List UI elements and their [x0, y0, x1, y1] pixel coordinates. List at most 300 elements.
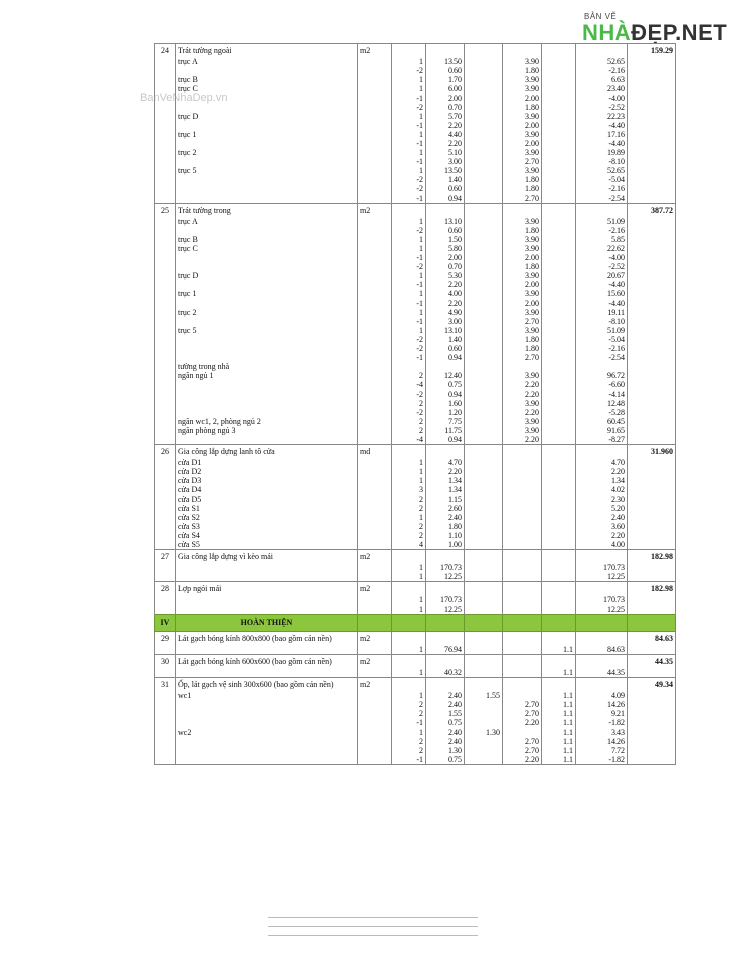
- cell-description: [176, 280, 358, 289]
- cell-total: [628, 700, 676, 709]
- cell-factor: [542, 582, 576, 596]
- cell-width: [465, 44, 503, 58]
- cell-length: 13.10: [426, 326, 465, 335]
- cell-item-no: [155, 435, 176, 445]
- cell-description: Lát gạch bóng kính 800x800 (bao gồm cán nền): [176, 631, 358, 645]
- footer-line: [268, 917, 478, 918]
- cell-length: 2.40: [426, 700, 465, 709]
- cell-quantity: -4.00: [576, 253, 628, 262]
- cell-item-no: [155, 194, 176, 204]
- cell-quantity: 19.11: [576, 308, 628, 317]
- cell-width: [465, 458, 503, 467]
- cell-count: 1: [392, 572, 426, 582]
- cell-quantity: 52.65: [576, 57, 628, 66]
- cell-count: 1: [392, 235, 426, 244]
- footer-lines: [268, 917, 478, 944]
- detail-row: [155, 668, 676, 678]
- cell-length: 6.00: [426, 84, 465, 93]
- cell-length: 4.40: [426, 130, 465, 139]
- cell-width: [465, 495, 503, 504]
- cell-unit: [358, 157, 392, 166]
- cell-count: 1: [392, 727, 426, 736]
- cell-length: 2.00: [426, 253, 465, 262]
- cell-width: [465, 445, 503, 459]
- cell-quantity: 170.73: [576, 595, 628, 604]
- cell-description: trục D: [176, 112, 358, 121]
- cell-description: [176, 408, 358, 417]
- cell-count: 2: [392, 700, 426, 709]
- cell-total: [628, 595, 676, 604]
- cell-quantity: [576, 550, 628, 564]
- cell-width: [465, 217, 503, 226]
- cell-quantity: 19.89: [576, 148, 628, 157]
- cell-item-no: [155, 353, 176, 362]
- cell-item-no: [155, 408, 176, 417]
- cell-unit: [358, 112, 392, 121]
- cell-unit: [358, 668, 392, 678]
- cell-width: [465, 631, 503, 645]
- cell-total: [628, 226, 676, 235]
- cell-height: 1.80: [503, 66, 542, 75]
- cell-count: -2: [392, 408, 426, 417]
- cell-count: -1: [392, 253, 426, 262]
- logo-brand-left: NHÀ: [582, 20, 632, 45]
- cell-total: [628, 344, 676, 353]
- cell-length: [426, 678, 465, 692]
- cell-description: [176, 194, 358, 204]
- cell-description: trục 1: [176, 130, 358, 139]
- cell-quantity: [576, 678, 628, 692]
- cell-width: [465, 645, 503, 655]
- cell-total: 159.29: [628, 44, 676, 58]
- cell-factor: [542, 435, 576, 445]
- cell-width: [465, 755, 503, 765]
- cell-count: 1: [392, 75, 426, 84]
- section-cell: [392, 614, 426, 631]
- detail-row: [155, 353, 676, 362]
- cell-total: [628, 458, 676, 467]
- cell-factor: 1.1: [542, 645, 576, 655]
- cell-width: [465, 112, 503, 121]
- cell-count: [392, 678, 426, 692]
- cell-quantity: 4.00: [576, 540, 628, 550]
- cell-count: -1: [392, 299, 426, 308]
- cell-quantity: 22.62: [576, 244, 628, 253]
- cell-factor: [542, 157, 576, 166]
- section-cell: [358, 614, 392, 631]
- cell-quantity: 4.02: [576, 485, 628, 494]
- cell-total: [628, 93, 676, 102]
- cell-count: -2: [392, 389, 426, 398]
- cell-item-no: 30: [155, 654, 176, 668]
- cell-total: 84.63: [628, 631, 676, 645]
- cell-length: 2.40: [426, 727, 465, 736]
- cell-height: 3.90: [503, 217, 542, 226]
- cell-quantity: [576, 654, 628, 668]
- cell-description: [176, 175, 358, 184]
- cell-unit: m2: [358, 44, 392, 58]
- cell-length: 5.70: [426, 112, 465, 121]
- detail-row: [155, 513, 676, 522]
- cell-description: wc2: [176, 727, 358, 736]
- cell-unit: m2: [358, 678, 392, 692]
- cell-unit: m2: [358, 550, 392, 564]
- cell-description: Ốp, lát gạch vệ sinh 300x600 (bao gồm cán nền): [176, 678, 358, 692]
- cell-width: [465, 130, 503, 139]
- cell-item-no: [155, 495, 176, 504]
- cell-unit: [358, 166, 392, 175]
- cell-description: [176, 563, 358, 572]
- detail-row: [155, 605, 676, 615]
- item-row: [155, 203, 676, 217]
- cell-height: 3.90: [503, 271, 542, 280]
- cell-total: [628, 317, 676, 326]
- detail-row: [155, 166, 676, 175]
- cell-total: [628, 262, 676, 271]
- cell-description: trục D: [176, 271, 358, 280]
- cell-unit: [358, 408, 392, 417]
- cell-count: 1: [392, 645, 426, 655]
- cell-description: [176, 226, 358, 235]
- detail-row: [155, 380, 676, 389]
- cell-length: 1.55: [426, 709, 465, 718]
- cell-total: [628, 408, 676, 417]
- cell-total: 44.35: [628, 654, 676, 668]
- detail-row: [155, 691, 676, 700]
- cell-item-no: 26: [155, 445, 176, 459]
- cell-length: [426, 362, 465, 371]
- cell-length: 0.60: [426, 226, 465, 235]
- cell-height: [503, 44, 542, 58]
- cell-factor: 1.1: [542, 727, 576, 736]
- cell-factor: [542, 467, 576, 476]
- cell-unit: [358, 121, 392, 130]
- cell-quantity: 15.60: [576, 289, 628, 298]
- cell-description: Lát gạch bóng kính 600x600 (bao gồm cán nền): [176, 654, 358, 668]
- cell-factor: [542, 44, 576, 58]
- detail-row: [155, 299, 676, 308]
- cell-unit: [358, 605, 392, 615]
- detail-row: [155, 226, 676, 235]
- cell-description: [176, 121, 358, 130]
- cell-quantity: 2.30: [576, 495, 628, 504]
- cell-count: 2: [392, 371, 426, 380]
- cell-unit: [358, 380, 392, 389]
- cell-item-no: [155, 458, 176, 467]
- cell-item-no: [155, 262, 176, 271]
- cell-height: 2.00: [503, 253, 542, 262]
- cell-width: [465, 417, 503, 426]
- cell-description: [176, 595, 358, 604]
- cell-factor: [542, 289, 576, 298]
- cell-item-no: [155, 235, 176, 244]
- cell-count: [392, 445, 426, 459]
- cell-description: [176, 399, 358, 408]
- cell-description: [176, 66, 358, 75]
- cell-factor: [542, 513, 576, 522]
- detail-row: [155, 103, 676, 112]
- cell-total: [628, 495, 676, 504]
- cell-count: -1: [392, 317, 426, 326]
- cell-description: [176, 718, 358, 727]
- cell-unit: [358, 280, 392, 289]
- cell-factor: [542, 66, 576, 75]
- cell-total: [628, 157, 676, 166]
- cell-width: [465, 262, 503, 271]
- cell-unit: m2: [358, 654, 392, 668]
- cell-item-no: [155, 700, 176, 709]
- cell-total: [628, 139, 676, 148]
- cell-width: [465, 746, 503, 755]
- footer-line: [268, 935, 478, 936]
- cell-length: [426, 203, 465, 217]
- cell-item-no: [155, 308, 176, 317]
- cell-length: 0.94: [426, 435, 465, 445]
- detail-row: [155, 57, 676, 66]
- cell-total: [628, 66, 676, 75]
- cell-count: 2: [392, 709, 426, 718]
- cell-quantity: -4.40: [576, 280, 628, 289]
- cell-quantity: -4.40: [576, 121, 628, 130]
- cell-total: [628, 184, 676, 193]
- cell-unit: [358, 244, 392, 253]
- cell-length: 2.00: [426, 93, 465, 102]
- cell-width: [465, 184, 503, 193]
- cell-factor: [542, 563, 576, 572]
- detail-row: [155, 709, 676, 718]
- cell-height: [503, 654, 542, 668]
- cell-description: [176, 93, 358, 102]
- cell-total: 31.960: [628, 445, 676, 459]
- cell-unit: [358, 175, 392, 184]
- cell-width: [465, 317, 503, 326]
- cell-item-no: [155, 563, 176, 572]
- cell-height: [503, 727, 542, 736]
- cell-unit: [358, 75, 392, 84]
- cell-unit: [358, 308, 392, 317]
- cell-factor: 1.1: [542, 709, 576, 718]
- cell-description: cửa S4: [176, 531, 358, 540]
- cell-quantity: -2.16: [576, 66, 628, 75]
- cell-unit: [358, 700, 392, 709]
- cell-length: 0.75: [426, 380, 465, 389]
- cell-length: 13.50: [426, 166, 465, 175]
- cell-factor: [542, 203, 576, 217]
- cell-total: [628, 727, 676, 736]
- cell-height: [503, 605, 542, 615]
- cell-height: 2.70: [503, 700, 542, 709]
- cell-count: -4: [392, 435, 426, 445]
- detail-row: [155, 362, 676, 371]
- cell-item-no: [155, 718, 176, 727]
- cell-width: 1.30: [465, 727, 503, 736]
- cell-description: [176, 262, 358, 271]
- cell-quantity: -8.10: [576, 157, 628, 166]
- cell-count: 1: [392, 130, 426, 139]
- cell-width: [465, 308, 503, 317]
- cell-height: 2.00: [503, 299, 542, 308]
- cell-quantity: -2.52: [576, 103, 628, 112]
- cell-count: 1: [392, 476, 426, 485]
- cell-description: cửa S3: [176, 522, 358, 531]
- cell-item-no: [155, 513, 176, 522]
- cell-quantity: [576, 445, 628, 459]
- cell-count: -1: [392, 194, 426, 204]
- cell-factor: [542, 550, 576, 564]
- cell-height: [503, 467, 542, 476]
- cell-quantity: [576, 582, 628, 596]
- cell-description: trục A: [176, 217, 358, 226]
- cell-width: [465, 362, 503, 371]
- cell-width: [465, 582, 503, 596]
- cell-unit: [358, 755, 392, 765]
- cell-description: [176, 746, 358, 755]
- detail-row: [155, 476, 676, 485]
- cell-count: 1: [392, 289, 426, 298]
- cell-length: 1.15: [426, 495, 465, 504]
- cell-item-no: [155, 217, 176, 226]
- cell-quantity: -5.04: [576, 335, 628, 344]
- cell-length: [426, 44, 465, 58]
- cell-height: 3.90: [503, 308, 542, 317]
- cell-width: [465, 121, 503, 130]
- cell-length: 2.40: [426, 691, 465, 700]
- cell-description: [176, 380, 358, 389]
- detail-row: [155, 572, 676, 582]
- detail-row: [155, 727, 676, 736]
- cell-unit: m2: [358, 631, 392, 645]
- cell-total: [628, 371, 676, 380]
- cell-item-no: [155, 289, 176, 298]
- detail-row: [155, 271, 676, 280]
- cell-length: 2.60: [426, 504, 465, 513]
- cell-quantity: 6.63: [576, 75, 628, 84]
- brand-logo: [582, 12, 742, 46]
- cell-quantity: [576, 631, 628, 645]
- cell-quantity: -5.04: [576, 175, 628, 184]
- cell-width: [465, 408, 503, 417]
- cell-unit: [358, 572, 392, 582]
- cell-factor: [542, 485, 576, 494]
- cell-length: 40.32: [426, 668, 465, 678]
- cell-unit: [358, 271, 392, 280]
- cell-item-no: [155, 668, 176, 678]
- cell-factor: [542, 572, 576, 582]
- cell-count: -4: [392, 380, 426, 389]
- cell-description: [176, 645, 358, 655]
- cell-unit: [358, 353, 392, 362]
- cell-quantity: 84.63: [576, 645, 628, 655]
- cell-quantity: -2.52: [576, 262, 628, 271]
- cell-length: 0.60: [426, 344, 465, 353]
- cell-length: [426, 654, 465, 668]
- cell-unit: [358, 522, 392, 531]
- cell-factor: [542, 166, 576, 175]
- cell-height: 3.90: [503, 112, 542, 121]
- cell-factor: [542, 504, 576, 513]
- cell-quantity: 2.20: [576, 467, 628, 476]
- cell-count: [392, 550, 426, 564]
- cell-width: [465, 572, 503, 582]
- cell-height: [503, 582, 542, 596]
- cell-item-no: [155, 522, 176, 531]
- cell-description: [176, 709, 358, 718]
- cell-item-no: [155, 467, 176, 476]
- detail-row: [155, 718, 676, 727]
- cell-total: [628, 244, 676, 253]
- cell-factor: [542, 75, 576, 84]
- cell-unit: [358, 709, 392, 718]
- cell-height: 3.90: [503, 130, 542, 139]
- cell-width: [465, 75, 503, 84]
- cell-description: trục B: [176, 75, 358, 84]
- detail-row: [155, 335, 676, 344]
- cell-quantity: -4.40: [576, 139, 628, 148]
- cell-height: [503, 668, 542, 678]
- cell-total: [628, 130, 676, 139]
- cell-height: [503, 362, 542, 371]
- cell-unit: [358, 103, 392, 112]
- cell-description: cửa D1: [176, 458, 358, 467]
- cell-quantity: -4.40: [576, 299, 628, 308]
- detail-row: [155, 595, 676, 604]
- cell-total: [628, 103, 676, 112]
- cell-width: [465, 344, 503, 353]
- cell-count: 1: [392, 563, 426, 572]
- cell-item-no: 27: [155, 550, 176, 564]
- cell-height: 3.90: [503, 75, 542, 84]
- cell-quantity: 12.25: [576, 605, 628, 615]
- detail-row: [155, 93, 676, 102]
- cell-description: ngăn ngủ 1: [176, 371, 358, 380]
- cell-count: -1: [392, 121, 426, 130]
- cell-count: 4: [392, 540, 426, 550]
- cell-item-no: [155, 417, 176, 426]
- cell-count: 1: [392, 166, 426, 175]
- cell-item-no: [155, 299, 176, 308]
- cell-description: wc1: [176, 691, 358, 700]
- cell-item-no: [155, 121, 176, 130]
- cell-item-no: [155, 57, 176, 66]
- detail-row: [155, 435, 676, 445]
- cell-length: 4.70: [426, 458, 465, 467]
- cell-count: -1: [392, 718, 426, 727]
- detail-row: [155, 75, 676, 84]
- cell-width: [465, 654, 503, 668]
- cell-height: 2.70: [503, 317, 542, 326]
- cell-description: cửa S1: [176, 504, 358, 513]
- cell-quantity: [576, 44, 628, 58]
- cell-width: [465, 271, 503, 280]
- cell-factor: [542, 389, 576, 398]
- cell-width: [465, 353, 503, 362]
- cell-factor: [542, 184, 576, 193]
- detail-row: [155, 262, 676, 271]
- cell-width: [465, 709, 503, 718]
- cell-width: [465, 563, 503, 572]
- cell-quantity: 14.26: [576, 700, 628, 709]
- cell-description: [176, 605, 358, 615]
- cell-count: 2: [392, 495, 426, 504]
- cell-total: 182.98: [628, 550, 676, 564]
- cell-description: cửa D2: [176, 467, 358, 476]
- cell-quantity: -8.27: [576, 435, 628, 445]
- cell-total: [628, 399, 676, 408]
- cell-height: 2.70: [503, 353, 542, 362]
- cell-item-no: [155, 709, 176, 718]
- cell-total: [628, 326, 676, 335]
- cell-length: [426, 582, 465, 596]
